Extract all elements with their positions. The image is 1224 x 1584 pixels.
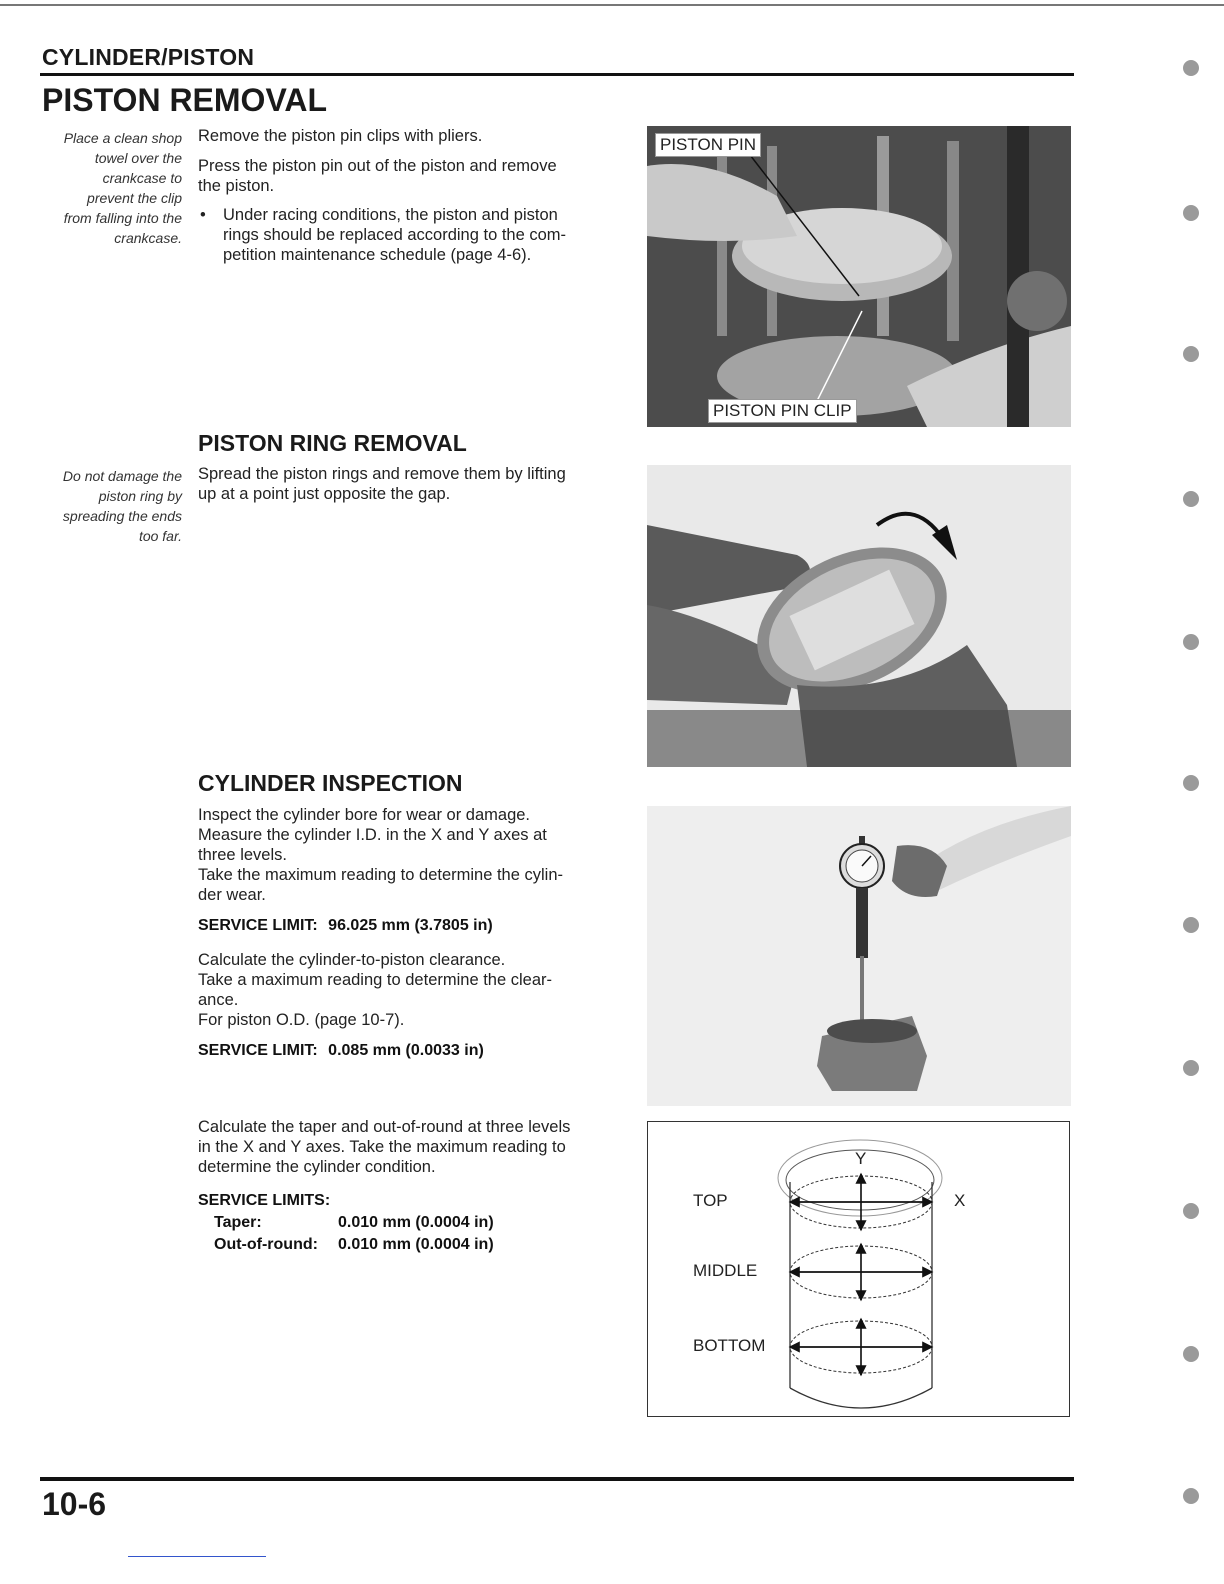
punch-hole-icon — [1183, 1060, 1199, 1076]
ring-removal-text: Spread the piston rings and remove them by lifting up at a point just opposite the gap. — [198, 465, 566, 503]
punch-hole-icon — [1183, 1203, 1199, 1219]
level-top-label: TOP — [693, 1191, 728, 1210]
y-axis-label: Y — [855, 1149, 867, 1168]
top-edge-line — [0, 4, 1224, 6]
punch-hole-icon — [1183, 1346, 1199, 1362]
racing-note-bullet: • Under racing conditions, the piston and piston rings should be replaced according to the com- petition maintenance schedule (page 4-6). — [200, 206, 567, 264]
cylinder-inspection-heading: CYLINDER INSPECTION — [198, 770, 463, 796]
piston-removal-text — [198, 126, 638, 265]
taper-label: Taper: — [214, 1214, 262, 1231]
punch-hole-icon — [1183, 60, 1199, 76]
out-of-round-label: Out-of-round: — [214, 1236, 318, 1253]
service-limit-clearance: SERVICE LIMIT: 0.085 mm (0.0033 in) — [198, 1042, 484, 1059]
piston-pin-clip-callout: PISTON PIN CLIP — [708, 399, 857, 423]
margin-note-clip: Place a clean shop towel over the crankcase to prevent the clip from falling into the crankcase. — [63, 130, 182, 246]
page-number: 10-6 — [42, 1486, 107, 1522]
x-axis-label: X — [954, 1191, 966, 1210]
service-limits-heading: SERVICE LIMITS: — [198, 1192, 331, 1209]
step-press-pin: Press the piston pin out of the piston and remove the piston. — [198, 157, 557, 195]
clearance-text: Calculate the cylinder-to-piston clearance. Take a maximum reading to determine the clear- ance. For piston O.D. (page 10-7). — [198, 951, 552, 1029]
ring-removal-heading: PISTON RING REMOVAL — [198, 430, 467, 456]
punch-hole-icon — [1183, 917, 1199, 933]
section-label: CYLINDER/PISTON — [42, 44, 255, 70]
cylinder-measurement-diagram — [647, 1121, 1070, 1417]
punch-hole-icon — [1183, 346, 1199, 362]
punch-hole-icon — [1183, 1488, 1199, 1504]
margin-note-ring: Do not damage the piston ring by spreading the ends too far. — [62, 468, 182, 544]
bullet-icon: • — [200, 206, 206, 224]
taper-value: 0.010 mm (0.0004 in) — [338, 1214, 494, 1231]
step-remove-clips: Remove the piston pin clips with pliers. — [198, 127, 483, 145]
footer-rule — [40, 1477, 1074, 1481]
punch-hole-icon — [1183, 491, 1199, 507]
blue-underline-mark — [128, 1556, 266, 1557]
piston-pin-callout: PISTON PIN — [655, 133, 761, 157]
header-rule — [40, 73, 1074, 76]
piston-ring-photo — [647, 465, 1071, 767]
punch-hole-icon — [1183, 775, 1199, 791]
level-bottom-label: BOTTOM — [693, 1336, 766, 1355]
service-limit-bore: SERVICE LIMIT: 96.025 mm (3.7805 in) — [198, 917, 493, 934]
page-title: PISTON REMOVAL — [42, 82, 328, 118]
punch-hole-icon — [1183, 634, 1199, 650]
taper-text: Calculate the taper and out-of-round at three levels in the X and Y axes. Take the maximum reading to determine the cylinder condition. — [198, 1118, 571, 1176]
piston-pin-photo — [647, 126, 1071, 427]
out-of-round-value: 0.010 mm (0.0004 in) — [338, 1236, 494, 1253]
level-middle-label: MIDDLE — [693, 1261, 758, 1280]
cylinder-inspect-text: Inspect the cylinder bore for wear or damage. Measure the cylinder I.D. in the X and Y axes at three levels. Take the maximum reading to determine the cylin- der wear. — [198, 806, 563, 904]
bore-gauge-photo — [647, 806, 1071, 1106]
punch-hole-icon — [1183, 205, 1199, 221]
